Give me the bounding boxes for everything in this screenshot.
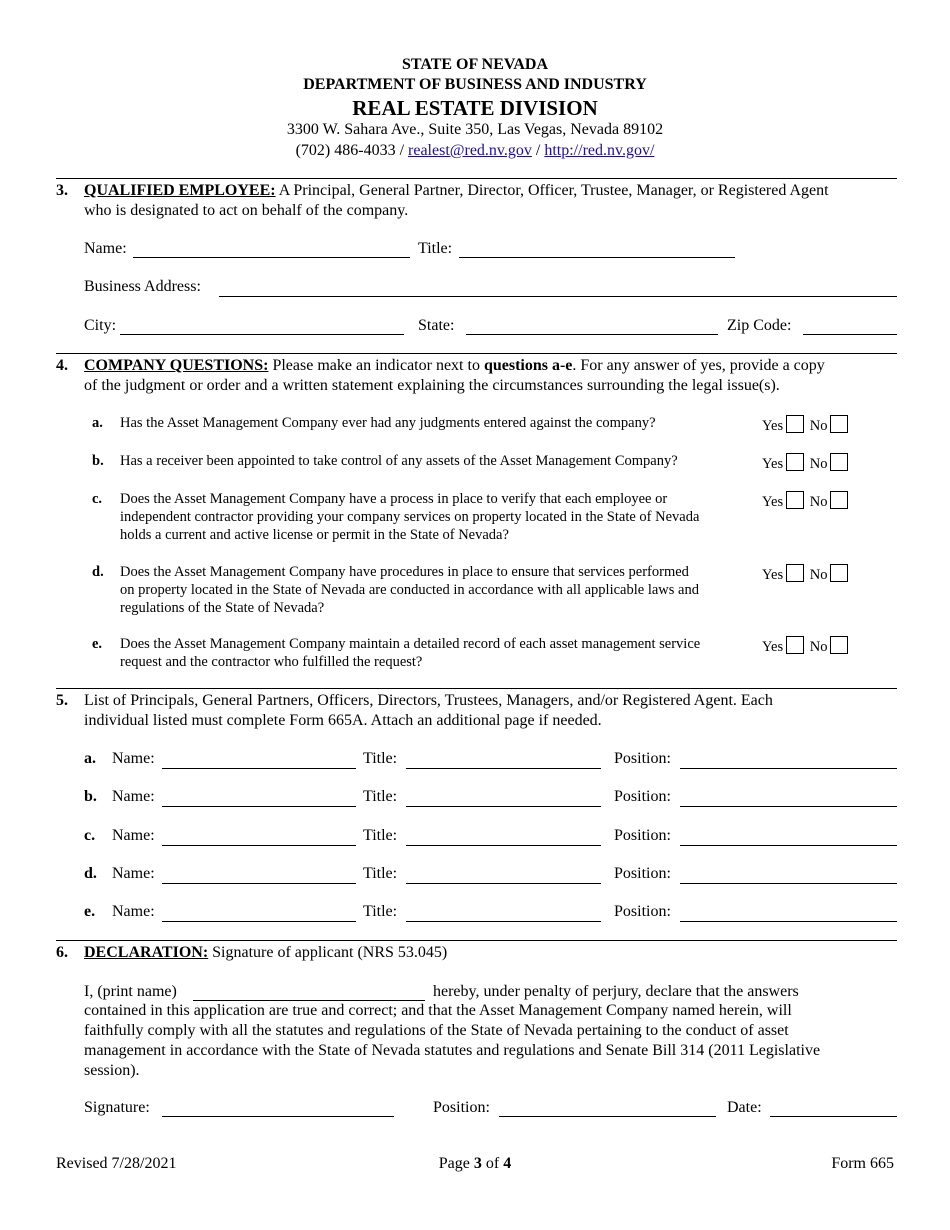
s5-row-a-title-field[interactable] [406,768,601,769]
q-a-answer [762,415,850,435]
header-sep-1: / [399,142,405,159]
s3-title-field[interactable] [459,257,735,258]
s5-row-c-title-label: Title: [363,827,398,844]
s5-row-a-name-field[interactable] [162,768,356,769]
divider-s6 [56,940,897,941]
footer-page [0,1155,950,1173]
q-d-answer [762,564,850,584]
divider-s5 [56,688,897,689]
s6-line5: session). [84,1062,140,1079]
q-c-letter: c. [92,491,103,507]
header-department: DEPARTMENT OF BUSINESS AND INDUSTRY [303,76,647,93]
s6-title: DECLARATION: [84,944,209,961]
s4-number: 4. [56,357,68,374]
q-d-line2: on property located in the State of Nevada are conducted in accordance with all applicable laws and [120,582,699,598]
q-c-answer [762,491,850,511]
header-state: STATE OF NEVADA [401,56,549,73]
s5-row-b-title-label: Title: [363,788,398,805]
q-c-line2: independent contractor providing your company services on property located in the State of Nevada [120,509,700,525]
s5-text-line1: List of Principals, General Partners, Officers, Directors, Trustees, Managers, and/or Registered Agent. Each [84,692,773,709]
q-c-line1: Does the Asset Management Company have a process in place to verify that each employee or [120,491,668,507]
s3-title: QUALIFIED EMPLOYEE: [84,182,276,199]
s4-line1 [84,357,825,375]
s6-line2: contained in this application are true and correct; and that the Asset Management Company named herein, will [84,1002,792,1019]
s5-row-d-title-label: Title: [363,865,398,882]
q-e-line2: request and the contractor who fulfilled the request? [120,654,423,670]
s4-text-a: Please make an indicator next to [272,357,480,374]
s5-row-d-name-field[interactable] [162,883,356,884]
s3-name-field[interactable] [133,257,410,258]
q-a-letter: a. [92,415,103,431]
s3-text-line2: who is designated to act on behalf of the company. [84,202,409,219]
s5-row-a-position-label: Position: [614,750,671,767]
s6-date-label: Date: [727,1099,762,1116]
footer-page-word: Page [438,1155,470,1172]
s5-row-e-letter: e. [84,903,96,920]
footer-form: Form 665 [831,1155,894,1172]
footer-page-num: 3 [473,1155,482,1172]
s5-text-line2: individual listed must complete Form 665A. Attach an additional page if needed. [84,712,602,729]
s5-row-e-title-label: Title: [363,903,398,920]
s5-row-a-letter: a. [84,750,96,767]
s3-business-address-field[interactable] [219,296,897,297]
s6-signature-label: Signature: [84,1099,150,1116]
s3-state-label: State: [418,317,455,334]
q-d-letter: d. [92,564,104,580]
s3-zip-field[interactable] [803,334,897,335]
s3-zip-label: Zip Code: [727,317,792,334]
s6-line1-rest: hereby, under penalty of perjury, declare that the answers [433,983,799,1000]
footer-of-word: of [485,1155,500,1172]
q-a-line1: Has the Asset Management Company ever had any judgments entered against the company? [120,415,656,431]
s6-heading [84,944,447,962]
q-a-yes-label: Yes [762,418,784,434]
s3-line1 [84,182,829,200]
q-e-letter: e. [92,636,103,652]
s5-row-c-position-label: Position: [614,827,671,844]
q-d-no-label: No [809,567,828,583]
q-d-yes-checkbox[interactable] [786,564,804,582]
q-b-yes-label: Yes [762,456,784,472]
s6-position-field[interactable] [499,1116,716,1117]
s5-row-b-position-label: Position: [614,788,671,805]
q-b-line1: Has a receiver been appointed to take control of any assets of the Asset Management Company? [120,453,678,469]
s3-number: 3. [56,182,68,199]
s6-signature-field[interactable] [162,1116,394,1117]
q-a-no-checkbox[interactable] [830,415,848,433]
email-link[interactable]: realest@red.nv.gov [408,142,532,159]
s6-subtitle: Signature of applicant (NRS 53.045) [212,944,448,961]
s5-row-d-position-field[interactable] [680,883,897,884]
divider-s4 [56,353,897,354]
q-e-line1: Does the Asset Management Company maintain a detailed record of each asset management service [120,636,701,652]
s4-text-bold: questions a-e [483,357,573,374]
q-c-yes-checkbox[interactable] [786,491,804,509]
s6-line4: management in accordance with the State of Nevada statutes and regulations and Senate Bill 314 (2011 Legislative [84,1042,821,1059]
s5-row-b-title-field[interactable] [406,806,601,807]
q-a-yes-checkbox[interactable] [786,415,804,433]
q-d-yes-label: Yes [762,567,784,583]
s3-title-label: Title: [418,240,453,257]
s6-date-field[interactable] [770,1116,897,1117]
q-d-line1: Does the Asset Management Company have procedures in place to ensure that services performed [120,564,689,580]
q-e-yes-checkbox[interactable] [786,636,804,654]
s3-text-line1: A Principal, General Partner, Director, Officer, Trustee, Manager, or Registered Agent [278,182,829,199]
s5-row-e-name-label: Name: [112,903,155,920]
q-e-no-label: No [809,639,828,655]
q-c-no-checkbox[interactable] [830,491,848,509]
s5-row-d-title-field[interactable] [406,883,601,884]
s3-city-label: City: [84,317,117,334]
q-e-yes-label: Yes [762,639,784,655]
s5-row-b-position-field[interactable] [680,806,897,807]
s5-row-c-position-field[interactable] [680,845,897,846]
s5-row-a-title-label: Title: [363,750,398,767]
s5-row-a-position-field[interactable] [680,768,897,769]
footer-revised: Revised 7/28/2021 [56,1155,177,1172]
divider-s3 [56,178,897,179]
s5-number: 5. [56,692,68,709]
s5-row-e-position-field[interactable] [680,921,897,922]
header-contact [0,142,950,160]
s5-row-d-position-label: Position: [614,865,671,882]
s5-row-b-name-field[interactable] [162,806,356,807]
q-e-no-checkbox[interactable] [830,636,848,654]
s5-row-a-name-label: Name: [112,750,155,767]
s3-business-address-label: Business Address: [84,278,201,295]
s5-row-e-position-label: Position: [614,903,671,920]
q-b-letter: b. [92,453,104,469]
footer-page-total: 4 [503,1155,512,1172]
s5-row-c-name-field[interactable] [162,845,356,846]
q-b-yes-checkbox[interactable] [786,453,804,471]
s5-row-c-name-label: Name: [112,827,155,844]
s5-row-b-letter: b. [84,788,97,805]
s5-row-e-title-field[interactable] [406,921,601,922]
s6-position-label: Position: [433,1099,490,1116]
s6-print-name-label: I, (print name) [84,983,177,1000]
website-link[interactable]: http://red.nv.gov/ [544,142,655,159]
s4-text-b: . For any answer of yes, provide a copy [572,357,825,374]
q-e-answer [762,636,850,656]
s5-row-e-name-field[interactable] [162,921,356,922]
q-a-no-label: No [809,418,828,434]
q-c-line3: holds a current and active license or permit in the State of Nevada? [120,527,509,543]
s5-row-d-letter: d. [84,865,97,882]
header-phone: (702) 486-4033 [295,142,396,159]
q-d-line3: regulations of the State of Nevada? [120,600,325,616]
s4-title: COMPANY QUESTIONS: [84,357,269,374]
header-address: 3300 W. Sahara Ave., Suite 350, Las Vegas, Nevada 89102 [286,121,664,138]
header-sep-2: / [535,142,541,159]
s4-text-line2: of the judgment or order and a written statement explaining the circumstances surrounding the legal issue(s). [84,377,780,394]
s5-row-c-title-field[interactable] [406,845,601,846]
q-c-no-label: No [809,494,828,510]
s3-name-label: Name: [84,240,127,257]
s5-row-b-name-label: Name: [112,788,155,805]
s3-city-field[interactable] [120,334,404,335]
q-b-no-label: No [809,456,828,472]
q-c-yes-label: Yes [762,494,784,510]
s3-state-field[interactable] [466,334,718,335]
s5-row-d-name-label: Name: [112,865,155,882]
s6-line3: faithfully comply with all the statutes and regulations of the State of Nevada pertaining to the conduct of asset [84,1022,789,1039]
q-b-answer [762,453,850,473]
q-b-no-checkbox[interactable] [830,453,848,471]
s6-print-name-field[interactable] [193,1000,425,1001]
s5-row-c-letter: c. [84,827,96,844]
header-division: REAL ESTATE DIVISION [352,96,598,120]
s6-number: 6. [56,944,68,961]
q-d-no-checkbox[interactable] [830,564,848,582]
